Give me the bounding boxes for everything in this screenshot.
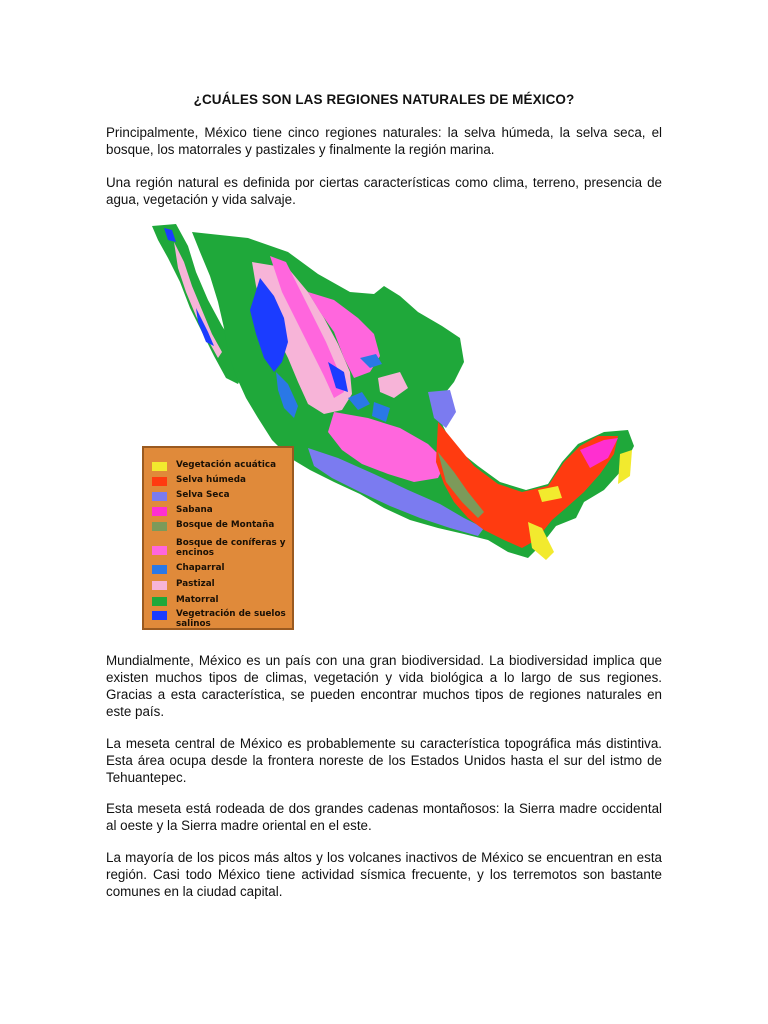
legend-item [152,475,294,486]
legend-item [152,460,294,471]
paragraph-volcanoes: La mayoría de los picos más altos y los volcanes inactivos de México se encuentran en esta región. Casi todo México tiene actividad sísmica frecuente, y los terremotos son bastante comunes en la ciudad capital. [106,850,662,899]
legend-label: Matorral [176,595,219,605]
map-legend [142,446,294,630]
legend-item [152,609,294,629]
legend-label: Sabana [176,505,213,515]
legend-swatch [152,477,167,486]
legend-item [152,579,294,590]
legend-item [152,563,294,574]
legend-swatch [152,492,167,501]
paragraph-intro: Principalmente, México tiene cinco regiones naturales: la selva húmeda, la selva seca, el bosque, los matorrales y pastizales y finalmente la región marina. [106,125,662,157]
page-title: ¿CUÁLES SON LAS REGIONES NATURALES DE MÉXICO? [193,92,575,107]
legend-item [152,490,294,501]
legend-item [152,505,294,516]
legend-label: Pastizal [176,579,215,589]
legend-item [152,595,294,606]
legend-label: Selva Seca [176,490,230,500]
legend-label: Selva húmeda [176,475,246,485]
legend-swatch [152,522,167,531]
legend-swatch [152,565,167,574]
legend-label: Vegetación acuática [176,460,277,470]
legend-label: Bosque de coníferas y encinos [176,538,286,558]
legend-swatch [152,546,167,555]
legend-label: Bosque de Montaña [176,520,275,530]
paragraph-definition: Una región natural es definida por ciertas características como clima, terreno, presencia de agua, vegetación y vida salvaje. [106,175,662,207]
legend-label: Chaparral [176,563,225,573]
legend-swatch [152,611,167,620]
legend-item [152,538,294,558]
legend-swatch [152,462,167,471]
legend-label: Vegetración de suelos salinos [176,609,286,629]
paragraph-mountain-ranges: Esta meseta está rodeada de dos grandes cadenas montañosos: la Sierra madre occidental al oeste y la Sierra madre oriental en el este. [106,801,662,833]
paragraph-biodiversity: Mundialmente, México es un país con una gran biodiversidad. La biodiversidad implica que existen muchos tipos de climas, vegetación y vida biológica a lo largo de sus regiones. Gracias a esta característica, se pueden encontrar muchos tipos de regiones naturales en este país. [106,653,662,719]
legend-swatch [152,507,167,516]
legend-item [152,520,294,531]
paragraph-central-plateau: La meseta central de México es probablemente su característica topográfica más distintiva. Esta área ocupa desde la frontera noreste de los Estados Unidos hasta el sur del istmo de Tehuantepec. [106,736,662,785]
legend-swatch [152,597,167,606]
legend-swatch [152,581,167,590]
mexico-regions-figure [138,222,638,632]
